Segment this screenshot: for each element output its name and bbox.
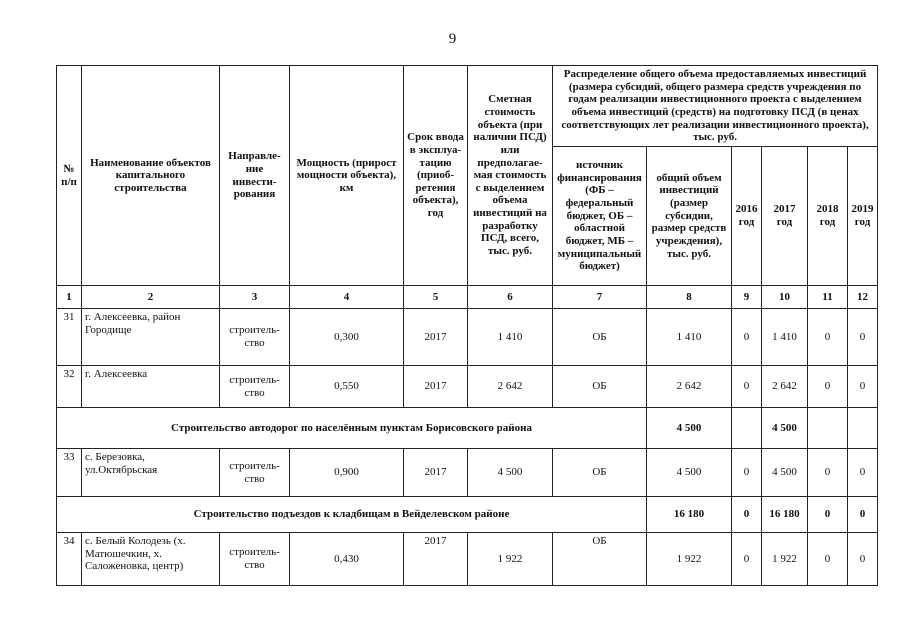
section-row bbox=[57, 408, 878, 449]
row-term: 2017 bbox=[404, 449, 468, 497]
row-source: ОБ bbox=[553, 449, 647, 497]
row-2017: 1 922 bbox=[762, 533, 808, 586]
row-2019: 0 bbox=[848, 309, 878, 366]
header-cost: Сметная стоимость объекта (при наличии ПСД) или предполагае-мая стоимость с выделением объема инвестиций на разработку ПСД, всего, тыс. руб. bbox=[468, 66, 553, 286]
section-total: 16 180 bbox=[647, 497, 732, 533]
row-name: г. Алексеевка bbox=[82, 366, 220, 408]
row-capacity: 0,550 bbox=[290, 366, 404, 408]
col-number: 10 bbox=[762, 286, 808, 309]
page-number: 9 bbox=[448, 31, 457, 47]
header-term: Срок ввода в эксплуа-тацию (приоб-ретения объекта), год bbox=[404, 66, 468, 286]
row-num: 33 bbox=[57, 449, 82, 497]
table-row bbox=[57, 366, 878, 408]
col-number: 4 bbox=[290, 286, 404, 309]
header-row-1 bbox=[57, 66, 878, 147]
row-2016: 0 bbox=[732, 533, 762, 586]
row-2018: 0 bbox=[808, 309, 848, 366]
row-direction: строитель-ство bbox=[220, 533, 290, 586]
col-number: 12 bbox=[848, 286, 878, 309]
section-2016 bbox=[732, 408, 762, 449]
row-term: 2017 bbox=[404, 533, 468, 586]
section-2019 bbox=[848, 408, 878, 449]
row-total: 1 922 bbox=[647, 533, 732, 586]
table-row bbox=[57, 309, 878, 366]
row-2018: 0 bbox=[808, 533, 848, 586]
table-row bbox=[57, 449, 878, 497]
header-distribution: Распределение общего объема предоставляемых инвестиций (размера субсидий, общего размера средств учреждения по годам реализации инвестиционного проекта с выделением объема инвестиций (средств) на подготовку ПСД (в ценах соответствующих лет реализации инвестиционного проекта), тыс. руб. bbox=[553, 66, 878, 147]
row-cost: 1 922 bbox=[468, 533, 553, 586]
row-2018: 0 bbox=[808, 366, 848, 408]
row-source: ОБ bbox=[553, 366, 647, 408]
row-2016: 0 bbox=[732, 309, 762, 366]
investment-table bbox=[56, 65, 878, 586]
row-num: 34 bbox=[57, 533, 82, 586]
section-2016: 0 bbox=[732, 497, 762, 533]
row-direction: строитель-ство bbox=[220, 449, 290, 497]
row-capacity: 0,430 bbox=[290, 533, 404, 586]
row-capacity: 0,900 bbox=[290, 449, 404, 497]
row-name: с. Березовка, ул.Октябрьская bbox=[82, 449, 220, 497]
header-direction: Направле-ние инвести-рования bbox=[220, 66, 290, 286]
row-total: 1 410 bbox=[647, 309, 732, 366]
row-2017: 4 500 bbox=[762, 449, 808, 497]
row-2017: 1 410 bbox=[762, 309, 808, 366]
row-2016: 0 bbox=[732, 449, 762, 497]
row-2018: 0 bbox=[808, 449, 848, 497]
row-cost: 4 500 bbox=[468, 449, 553, 497]
header-2017: 2017 год bbox=[762, 147, 808, 286]
row-cost: 1 410 bbox=[468, 309, 553, 366]
table-row bbox=[57, 533, 878, 586]
row-num: 31 bbox=[57, 309, 82, 366]
row-source: ОБ bbox=[553, 309, 647, 366]
row-2019: 0 bbox=[848, 533, 878, 586]
col-number: 5 bbox=[404, 286, 468, 309]
row-name: с. Белый Колодезь (х. Матюшечкин, х. Саложеновка, центр) bbox=[82, 533, 220, 586]
row-2019: 0 bbox=[848, 366, 878, 408]
header-source: источник финансирования (ФБ – федеральный бюджет, ОБ – областной бюджет, МБ – муниципальный бюджет) bbox=[553, 147, 647, 286]
section-2019: 0 bbox=[848, 497, 878, 533]
col-number: 11 bbox=[808, 286, 848, 309]
section-total: 4 500 bbox=[647, 408, 732, 449]
section-row bbox=[57, 497, 878, 533]
row-source: ОБ bbox=[553, 533, 647, 586]
col-number: 7 bbox=[553, 286, 647, 309]
row-direction: строитель-ство bbox=[220, 309, 290, 366]
row-direction: строитель-ство bbox=[220, 366, 290, 408]
row-term: 2017 bbox=[404, 366, 468, 408]
header-capacity: Мощность (прирост мощности объекта), км bbox=[290, 66, 404, 286]
column-number-row bbox=[57, 286, 878, 309]
row-cost: 2 642 bbox=[468, 366, 553, 408]
col-number: 8 bbox=[647, 286, 732, 309]
header-2016: 2016 год bbox=[732, 147, 762, 286]
row-capacity: 0,300 bbox=[290, 309, 404, 366]
row-2016: 0 bbox=[732, 366, 762, 408]
section-2018 bbox=[808, 408, 848, 449]
header-2018: 2018 год bbox=[808, 147, 848, 286]
row-name: г. Алексеевка, район Городище bbox=[82, 309, 220, 366]
header-2019: 2019 год bbox=[848, 147, 878, 286]
row-2019: 0 bbox=[848, 449, 878, 497]
row-total: 4 500 bbox=[647, 449, 732, 497]
col-number: 2 bbox=[82, 286, 220, 309]
header-total: общий объем инвестиций (размер субсидии, размер средств учреждения), тыс. руб. bbox=[647, 147, 732, 286]
row-2017: 2 642 bbox=[762, 366, 808, 408]
row-num: 32 bbox=[57, 366, 82, 408]
col-number: 6 bbox=[468, 286, 553, 309]
row-term: 2017 bbox=[404, 309, 468, 366]
row-total: 2 642 bbox=[647, 366, 732, 408]
header-num: № п/п bbox=[57, 66, 82, 286]
section-2017: 4 500 bbox=[762, 408, 808, 449]
section-2018: 0 bbox=[808, 497, 848, 533]
col-number: 3 bbox=[220, 286, 290, 309]
col-number: 9 bbox=[732, 286, 762, 309]
header-name: Наименование объектов капитального строительства bbox=[82, 66, 220, 286]
col-number: 1 bbox=[57, 286, 82, 309]
section-title: Строительство подъездов к кладбищам в Вейделевском районе bbox=[57, 497, 647, 533]
section-title: Строительство автодорог по населённым пунктам Борисовского района bbox=[57, 408, 647, 449]
section-2017: 16 180 bbox=[762, 497, 808, 533]
